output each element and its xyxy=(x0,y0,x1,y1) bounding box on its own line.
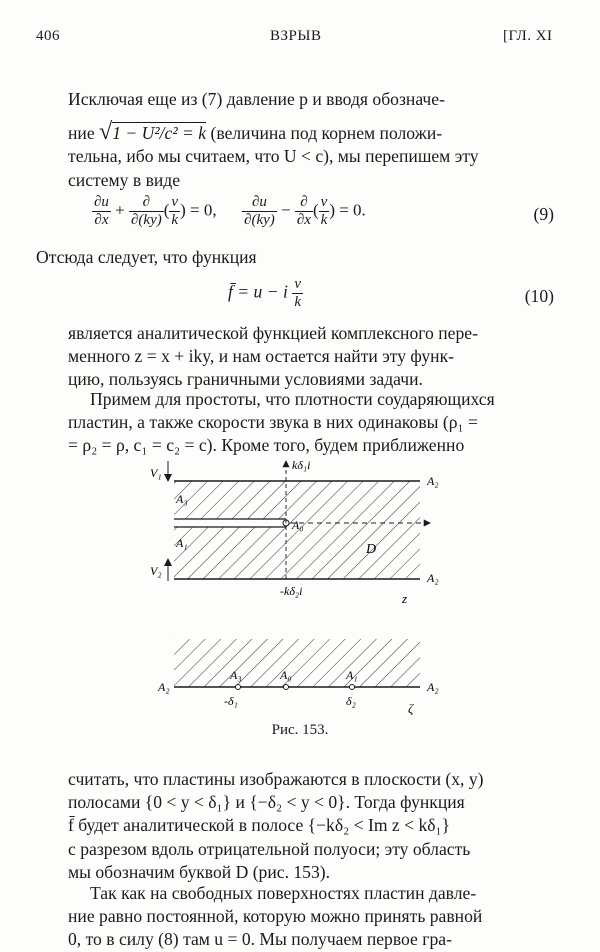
paragraph-2 xyxy=(36,246,522,269)
paragraph-1 xyxy=(68,88,554,192)
eq10-number: (10) xyxy=(524,286,554,306)
label-a2-top: A₂ xyxy=(427,474,439,488)
equation-10 xyxy=(68,276,554,320)
para1-line3: тельна, ибо мы считаем, что U < c), мы перепишем эту xyxy=(68,146,479,167)
para5-line4: с разрезом вдоль отрицательной полуоси; эту область xyxy=(68,838,471,859)
point-minus-delta1 xyxy=(236,685,241,690)
paragraph-4 xyxy=(68,388,554,458)
label-top-arrow: kδ₁i xyxy=(292,458,311,472)
label-zeta-a2-right: A₂ xyxy=(427,680,439,694)
eq9-body: $\frac{\partial u}{\partial x}$ + $\frac{\partial}{\partial(ky)}$ ( $\frac{v}{k}$ ) = 0, $\frac{\partial u}{\partial(ky)}$ − $\frac{\partial}{\partial x}$ ( $\frac{v}{k}$ ) = 0. xyxy=(94,194,366,228)
label-a1: A₁ xyxy=(176,536,188,550)
label-a0: A₀ xyxy=(292,518,304,532)
para1-line2-suffix: (величина под корнем положи- xyxy=(210,123,443,144)
eq10-body xyxy=(228,276,303,311)
label-zeta-a1: A₁ xyxy=(346,668,358,682)
label-z: z xyxy=(402,591,408,606)
para4-line2: пластин, а также скорости звука в них одинаковы (ρ₁ = xyxy=(68,412,478,433)
halfplane-zeta-hatch xyxy=(174,639,420,687)
label-zeta: ζ xyxy=(408,701,414,715)
eq10-lhs: f̄ = u − i xyxy=(228,281,288,302)
para1-line2-prefix: ние xyxy=(68,123,95,144)
chapter-label: [ГЛ. XI xyxy=(503,28,553,44)
point-zeta-a0 xyxy=(284,685,289,690)
sqrt-sign-icon: √ xyxy=(99,119,113,146)
label-v2: V₂ xyxy=(150,564,162,578)
para5-line5: мы обозначим буквой D (рис. 153). xyxy=(68,861,331,882)
label-d: D xyxy=(366,542,377,557)
label-zeta-a2-left: A₂ xyxy=(158,680,170,694)
label-minus-delta1: -δ₁ xyxy=(224,694,238,708)
eq10-num: v xyxy=(294,276,301,292)
page-number: 406 xyxy=(36,28,60,44)
para1-line2 xyxy=(68,121,554,145)
figure-caption: Рис. 153. xyxy=(271,722,329,738)
figure-153 xyxy=(140,455,460,715)
para3-line3: цию, пользуясь граничными условиями задачи. xyxy=(68,369,423,390)
para6-line3: 0, то в силу (8) там u = 0. Мы получаем первое гра- xyxy=(68,929,452,950)
para5-line1: считать, что пластины изображаются в плоскости (x, y) xyxy=(68,769,484,789)
running-title: ВЗРЫВ xyxy=(270,28,322,44)
label-zeta-a3: A₃ xyxy=(230,668,242,682)
eq9-number: (9) xyxy=(533,204,554,224)
point-delta2 xyxy=(350,685,355,690)
cut-gap xyxy=(174,519,286,527)
paragraph-5 xyxy=(68,768,554,884)
equation-9 xyxy=(68,194,554,238)
para2-text: Отсюда следует, что функция xyxy=(36,247,257,267)
label-a2-bottom: A₂ xyxy=(427,571,439,585)
para6-line2: ние равно постоянной, которую можно принять равной xyxy=(68,906,483,927)
para5-line2: полосами {0 < y < δ₁} и {−δ₂ < y < 0}. Тогда функция xyxy=(68,792,465,813)
para6-line1: Так как на свободных поверхностях пластин давле- xyxy=(90,883,477,903)
sqrt-expression: 1 − U²/c² = k xyxy=(112,123,207,144)
label-a3: A₃ xyxy=(176,492,188,506)
label-bottom-mark: -kδ₂i xyxy=(280,584,303,598)
para3-line2: менного z = x + iky, и нам остается найти эту функ- xyxy=(68,346,454,367)
paragraph-3 xyxy=(68,322,554,392)
para5-line3: f̄ будет аналитической в полосе {−kδ₂ < Im z < kδ₁} xyxy=(68,815,451,836)
para4-line1: Примем для простоты, что плотности соударяющихся xyxy=(90,389,495,409)
eq10-den: k xyxy=(294,294,301,310)
para4-line3: = ρ₂ = ρ, c₁ = c₂ = c). Кроме того, будем приближенно xyxy=(68,435,465,456)
para1-line1: Исключая еще из (7) давление p и вводя обозначе- xyxy=(68,89,445,109)
label-zeta-a0: A₀ xyxy=(280,668,292,682)
para3-line1: является аналитической функцией комплексного пере- xyxy=(68,323,478,343)
para1-line4: систему в виде xyxy=(68,169,181,190)
label-delta2: δ₂ xyxy=(346,694,356,708)
paragraph-6 xyxy=(68,882,554,952)
label-v1: V₁ xyxy=(150,466,162,480)
